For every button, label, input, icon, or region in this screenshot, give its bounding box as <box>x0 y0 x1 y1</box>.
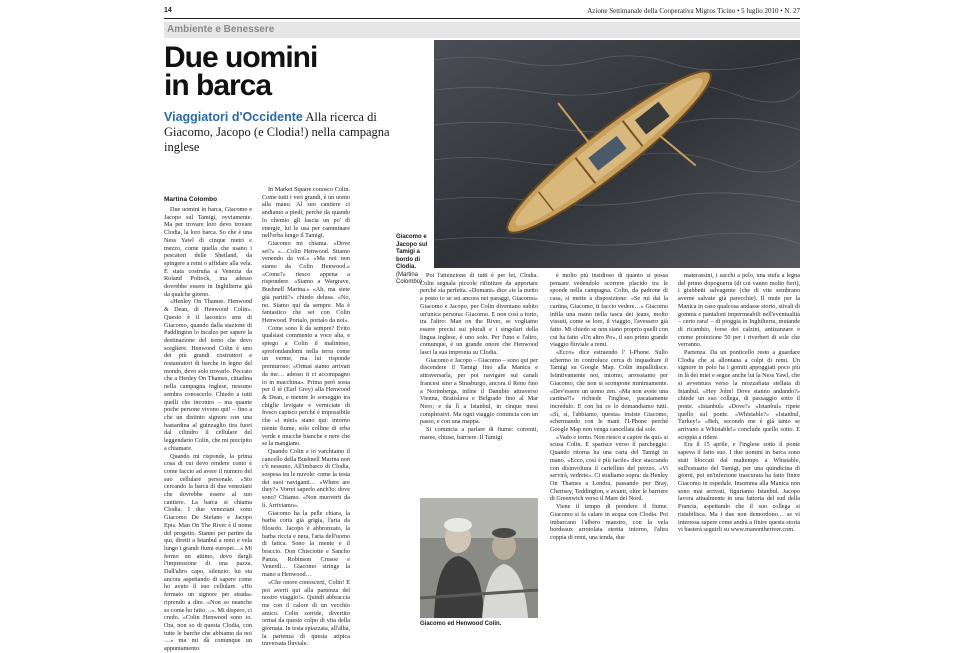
boat-aerial-photo <box>434 40 800 268</box>
byline: Martina Colombo <box>164 196 218 203</box>
paragraph: Si comincia a parlare di fiume: correnti, maree, chiuse, barriere. Il Tamigi <box>420 426 538 441</box>
column-4 <box>550 272 668 634</box>
paragraph: Giacomo ha la pelle chiara, la barba corta già grigia, l'aria da filosofo. Jacopo è abbronzato, la barba riccia e nera, l'aria dell'uomo di fatica. Sono la mente e il braccio. Don Chisciotte e Sancho Panza, Robinson Crusoe e Venerdì… Giacomo stringe la mano a Henwood… <box>262 509 350 579</box>
page-folio <box>164 6 800 19</box>
paragraph: Giacomo mi chiama. «Dove sei?» «…Colin Henwood. Stiamo venendo da voi.» «Ma noi non siamo da Colin Henwood.» «Come?» riesco appena a rispondere. «Siamo a Wargrave, Bushnell Marina.» «Ah, ma siete già partiti?» chiedo delusa. «No, no. Siamo qui da sempre. Ma è fantastico che sei con Colin Henwood. Portalo, portalo da noi». <box>262 239 350 324</box>
paragraph: In Market Square conosco Colin. Come tutti i veri grandi, è un uomo alla mano. Al suo cantiere ci andiamo a piedi, perché da quando lo chemio gli lascia un po' di energie, lui le usa per camminare nell'erba lungo il Tamigi. <box>262 186 350 240</box>
column-5 <box>678 272 800 634</box>
paragraph: Quando Colin e io varchiamo il cancello della Bushnell Marina non c'è nessuno. All'imbarco di Clodia, sospesa tra le nuvole: come la testa dei suoi naviganti… «Where are they?» Vorrei saperlo anch'io: dove sono? Chiamo. «Non muoverti da lì. Arriviamo». <box>262 447 350 509</box>
section-title: Ambiente e Benessere <box>167 24 275 35</box>
subhead-kicker: Viaggiatori d'Occidente <box>164 110 303 124</box>
headline <box>164 41 424 102</box>
subheadline <box>164 110 424 155</box>
paragraph: Partenza. Da un ponticello resto a guardare Clodia che si allontana a colpi di remi. Un signore in polo ha i gomiti appoggiati poco più in là dei miei e segue anche lui la Ness Yawl, che si avventura verso la mozzafiata stellata di Istanbul. «Hey John! Dove stanno andando?» chiede un suo collega, di passaggio sotto il ponte. «Istanbul» «Dove?» «Istanbul» ripete quello sul ponte. «Whistable?» «Istanbul, Turkey!» «Beh, secondo me è già tanto se arrivano a Whistable!» conclude quello sotto. E scoppia a ridere. <box>678 349 800 441</box>
publication-line: Azione Settimanale della Cooperativa Migros Ticino • 5 luglio 2010 • N. 27 <box>587 7 800 15</box>
paragraph: Viene il tempo di prendere il fiume. Giacomo si fa calare in acqua con Clodia. Poi imbarcano l'albero maestro, con la vela bordeaux arrotolata stretta intorno, l'altra coppia di remi, una tenda, due <box>550 503 668 541</box>
paragraph: Era il 15 aprile, e l'inglese sotto il ponte sapeva il fatto suo. I due uomini in barca sono stati bloccati dal maltempo a Whistable, sull'estuario del Tamigi, per una quindicina di giorni, poi un'infezione trascurata ha fatto finire Giacomo in ospedale. Insomma alla Manica non sono mai arrivati, figuriamo Istanbul. Jacopo lavora attualmente in una fattoria del sud della Francia, aspettando che il suo collega si ristabilisca. Ma i due non demordono… se vi interessa sapere come andrà a finire questa storia vi basterà seguirli su www.manontheriver.com. <box>678 441 800 534</box>
column-2 <box>262 186 350 648</box>
headline-line-1: Due uomini <box>164 41 318 74</box>
photo2-caption: Giacomo ed Henwood Colin. <box>420 621 502 627</box>
paragraph: materassini, i sacchi a pelo, una stufa a legna del primo dopoguerra (di cui vanno molto fieri), i giubbetti salvagente (che di vite sembrano averne salvate già parecchie). Il mute per la Manica in caso qualcosa andasse storto, stivali di gomma e pantaloni impermeabili nell'eventualità – certo rara! – di pioggia in Inghilterra, mutande di ricambio, forse dei calzini, antizanzare e creme protezione 50 per i riverberi di sole che verranno. <box>678 272 800 349</box>
photo-credit: (Martina Colombo) <box>396 271 423 285</box>
giacomo-henwood-photo <box>420 498 538 618</box>
section-bar <box>164 22 800 38</box>
headline-line-2: in barca <box>164 69 272 102</box>
column-1 <box>164 206 252 653</box>
paragraph: «Che onore conoscerti, Colin! E poi averti qui alla partenza del nostro viaggio!». Quindi abbraccia me con il calore di un vecchio amico. Colin sorride, divertito ormai da questo colpo di vita della giornata. In testa spiazzata, all'alba, la partenza di questa atipica traversata fluviale. <box>262 578 350 648</box>
paragraph: Poi l'attenzione di tutti è per lei, Clodia. Colin segnala piccole rifiniture da apportare perché sia perfetta. «Domani» dice «te la metto a posto io se sei ancora nei paraggi, Giacomo» Giacomo e Jacopo, per Colin diventano subito un'unica persona: Giacomo. E non così a torto, tra l'altro: Man on the River, se vogliamo essere precisi sui plurali e i singolari della lingua inglese, è uno solo. Per l'uno e l'altro, comunque, è un grande onore che Henwood lasci la sua impronta su Clodia. <box>420 272 538 357</box>
paragraph: «Henley On Thames. Henwood & Dean, di Henwood Colin». Questo è il laconico sms di Giacomo, quando dalla stazione di Paddington lo incalzo per sapere la destinazione del treno che devo scegliere. Henwood Colin è uno dei più grandi costruttori e restauratori di barche in legno del mondo, devo solo trovarlo. Peccato che a Henley On Thames, cittadina nella campagna inglese, nessuno sembra conoscerlo. Chiedo a tutti quelli che incontro – ma quante poche persone vivono qui! – fino a che un distinto signore con una bastardina al guinzaglio tira fuori dal cilindro il cellulare del leggendario Colin, che mi precipito a chiamare. <box>164 298 252 452</box>
paragraph: Due uomini in barca, Giacomo e Jacopo sul Tamigi, ovviamente. Ma per trovare loro devo trovare Clodia, la loro barca. So che è una Ness Yawl di cinque metri e mezzo, come quella che usano i pescatori delle Shetland, da spingere a remi o affidare alla vela. È stata costruita a Venezia da Roland Poltock, ma adesso dovrebbe essere in Inghilterra già da qualche giorno. <box>164 206 252 298</box>
newspaper-page <box>164 6 800 653</box>
column-3 <box>420 272 538 494</box>
paragraph: «Vado e torno. Non riesco a capire da qui» si scusa Colin. E sparisce verso il parcheggio. Quando ritorna ha una carta del Tamigi in mano. «Ecco, così è più facile» dice staccando con disinvoltura il cartellino del prezzo. «Vi servirà, vedrete». Ci studiamo sopra: da Henley On Thames a Londra, passando per Bray, Chertsey, Teddington, e avanti, oltre le barriere di Greenwich verso il Mare del Nord. <box>550 433 668 503</box>
paragraph: «Ecco» dice estraendo l' I-Phone. Sullo schermo in controluce cerca di inquadrare il Tamigi su Google Map. Colin impallidisce. Istintivamente noi, intorno, arrossiamo per Giacomo, che non si scompone minimamente. «Dev'essere un uomo zen. «Ma non avete una cartina?!» richiede l'inglese, pacatamente incredulo. E con lui ce lo domandiamo tutti. «Sì, sì, l'abbiamo, questa» insiste Giacomo, schermando con le mani l'I-Phone perché Google Map non venga cancellata dal sole. <box>550 349 668 434</box>
paragraph: Come sono lì da sempre? Evito qualsiasi commento a voce alta, e spiego a Colin il malinteso, sprofondandomi nella terra come un verme, ma lui risponde premuroso: «Ormai siamo arrivati da me… adesso ti ci accompagno io in macchina». Prima però sosta per il tè (Earl Grey) alla Henwood & Dean, e mentre lo sorseggio tra chiglie levigate e verniciate di fresco capisco perché è impossibile che «i miei» siano qui: intorno niente fiume, solo colline di erba verde e mucche bianche e nere che se la mangiano. <box>262 324 350 448</box>
paragraph: è molto più insidioso di quanto si possa pensare vedendolo scorrere placido tra le sponde nella campagna. Colin, da padrone di casa, si mette a disposizione: «Se mi dai la cartina, Giacomo, ti faccio vedere…» Giacomo infila una mano nella tasca dei jeans, molto vissuti, come se loro, il viaggio, l'avessero già fatto. Mi chiedo se non siano proprio quelli con cui ha fatto «Un altro Po», il suo primo grande viaggio fluviale a remi. <box>550 272 668 349</box>
subhead-text: Alla ricerca di Giacomo, Jacopo (e Clodia!) nella campagna inglese <box>164 110 390 154</box>
photo-caption-title: Giacomo e Jacopo sul Tamigi a bordo di Clodia. <box>396 234 428 270</box>
paragraph: Giacomo e Jacopo – Giacomo – sono qui per discendere il Tamigi fino alla Manica e attraversarla, per poi navigare sui canali francesi sino a Strasburgo, ancora il Reno fino a Norimberga, infine il Danubio attraverso Vienna, Bratislava e Belgrado fino al Mar Nero; e da lì a Istanbul, in cinque mesi complessivi. Ma ogni viaggio comincia con un passo, e con una mappa. <box>420 356 538 426</box>
page-number: 14 <box>164 7 172 14</box>
paragraph: Quando mi risponde, la prima cosa di cui devo rendere conto è come faccio ad avere il numero del suo cellulare personale. «Sto cercando la barca di due veneziani che dovrebbe essere al suo cantiere. La barca si chiama Clodia. I due veneziani sono Giacomo De Stefano e Jacopo Epis. Man On The River è il nome del progetto. Stanno per partire da qui, diretti a Istanbul a remi e vela lungo i grandi fiumi europei…» Mi fermo un attimo, devo dargli l'impressione di una pazza. Dall'altro capo, silenzio: lui sta ancora aspettando di sapere come ho avuto il suo cellulare. «Ho fermato un signore per strada» riprendo a dire. «Non so neanche so come ho fatto…». Mi dispero, ci credo. «Colin Henwood sono io. Ora, non so di questa Clodia, con tutte le barche che abbiamo da noi …» ma mi dà comunque un appuntamento. <box>164 452 252 653</box>
